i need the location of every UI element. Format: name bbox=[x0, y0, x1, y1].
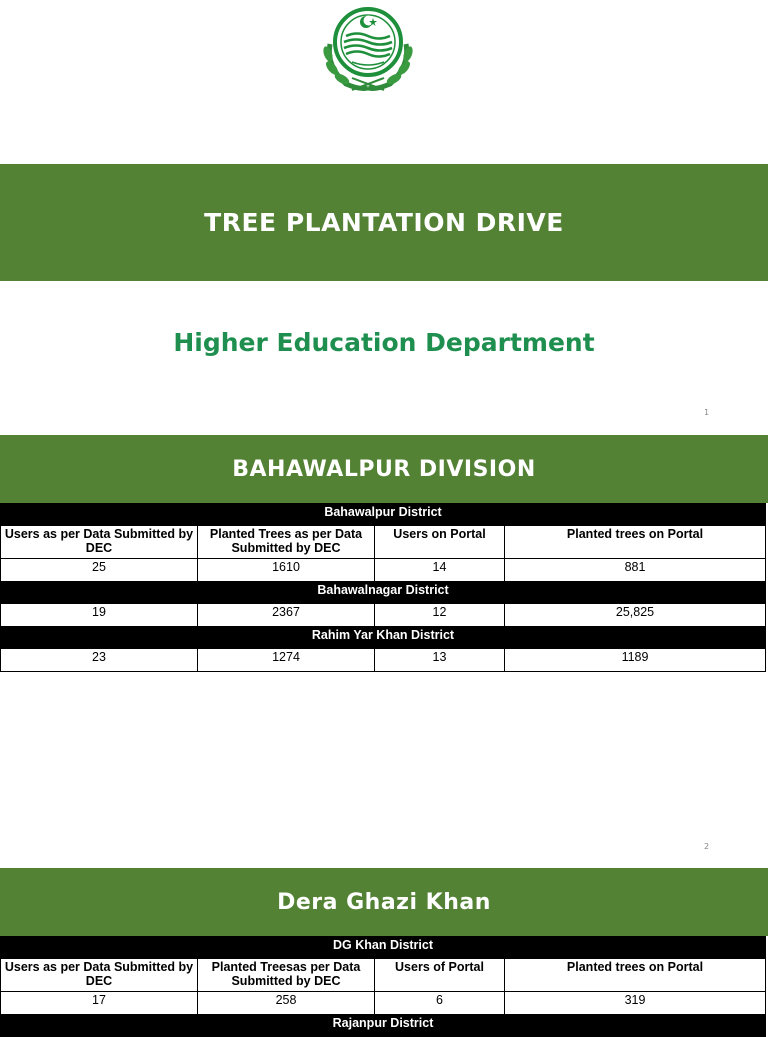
district-header: Rajanpur District bbox=[1, 1015, 766, 1037]
division-title: Dera Ghazi Khan bbox=[0, 868, 768, 936]
column-header: Users as per Data Submitted by DEC bbox=[1, 959, 198, 992]
department-subtitle: Higher Education Department bbox=[173, 328, 595, 357]
table-cell: 23 bbox=[1, 649, 198, 672]
table-cell: 12 bbox=[375, 604, 505, 627]
table-cell: 1274 bbox=[198, 649, 375, 672]
main-title: TREE PLANTATION DRIVE bbox=[0, 164, 768, 281]
district-header: Bahawalnagar District bbox=[1, 582, 766, 604]
table-cell: 258 bbox=[198, 992, 375, 1015]
table-cell: 1610 bbox=[198, 559, 375, 582]
table-cell: 6 bbox=[375, 992, 505, 1015]
table-cell: 881 bbox=[505, 559, 766, 582]
table-cell: 1189 bbox=[505, 649, 766, 672]
table-cell: 19 bbox=[1, 604, 198, 627]
column-header: Users of Portal bbox=[375, 959, 505, 992]
district-header: DG Khan District bbox=[1, 937, 766, 959]
column-header: Planted Trees as per Data Submitted by DEC bbox=[198, 526, 375, 559]
table-cell: 17 bbox=[1, 992, 198, 1015]
column-header: Planted trees on Portal bbox=[505, 526, 766, 559]
punjab-emblem-icon bbox=[312, 4, 424, 94]
district-header: Bahawalpur District bbox=[1, 504, 766, 526]
table-cell: 14 bbox=[375, 559, 505, 582]
table-cell: 25 bbox=[1, 559, 198, 582]
page-number: 2 bbox=[704, 842, 710, 851]
table-cell: 319 bbox=[505, 992, 766, 1015]
district-header: Rahim Yar Khan District bbox=[1, 627, 766, 649]
dg-khan-division-table bbox=[0, 936, 766, 1037]
table-cell: 2367 bbox=[198, 604, 375, 627]
bahawalpur-division-table bbox=[0, 503, 766, 672]
column-header: Planted Treesas per Data Submitted by DEC bbox=[198, 959, 375, 992]
table-cell: 13 bbox=[375, 649, 505, 672]
page-number: 1 bbox=[704, 408, 710, 417]
division-title: BAHAWALPUR DIVISION bbox=[0, 435, 768, 503]
table-cell: 25,825 bbox=[505, 604, 766, 627]
column-header: Users on Portal bbox=[375, 526, 505, 559]
column-header: Planted trees on Portal bbox=[505, 959, 766, 992]
column-header: Users as per Data Submitted by DEC bbox=[1, 526, 198, 559]
